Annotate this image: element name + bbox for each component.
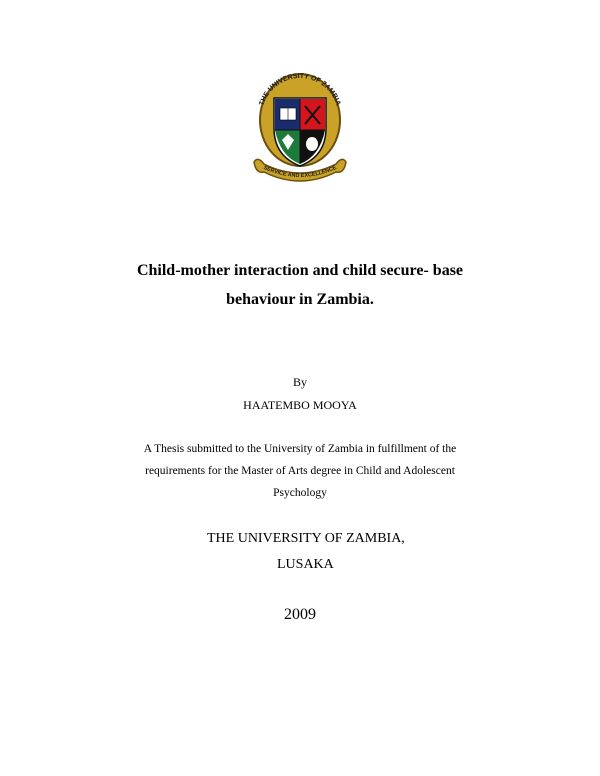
author-name: HAATEMBO MOOYA [243,398,357,412]
by-label: By [292,375,307,389]
institution-city: LUSAKA [277,557,334,572]
svg-text:SERVICE AND EXCELLENCE: SERVICE AND EXCELLENCE [262,164,338,180]
thesis-title-line-2: behaviour in Zambia. [226,291,374,308]
institution-name: THE UNIVERSITY OF ZAMBIA, [207,531,405,546]
university-crest-logo [248,64,352,182]
thesis-title-line-1: Child-mother interaction and child secure- base [136,262,464,279]
submission-statement-line-1: A Thesis submitted to the University of Zambia in fulfillment of the [143,443,457,455]
submission-year: 2009 [284,606,316,623]
submission-statement-line-2: requirements for the Master of Arts degree in Child and Adolescent [145,465,455,477]
submission-statement-line-3: Psychology [273,487,327,499]
svg-text:THE UNIVERSITY OF ZAMBIA: THE UNIVERSITY OF ZAMBIA [258,72,342,107]
